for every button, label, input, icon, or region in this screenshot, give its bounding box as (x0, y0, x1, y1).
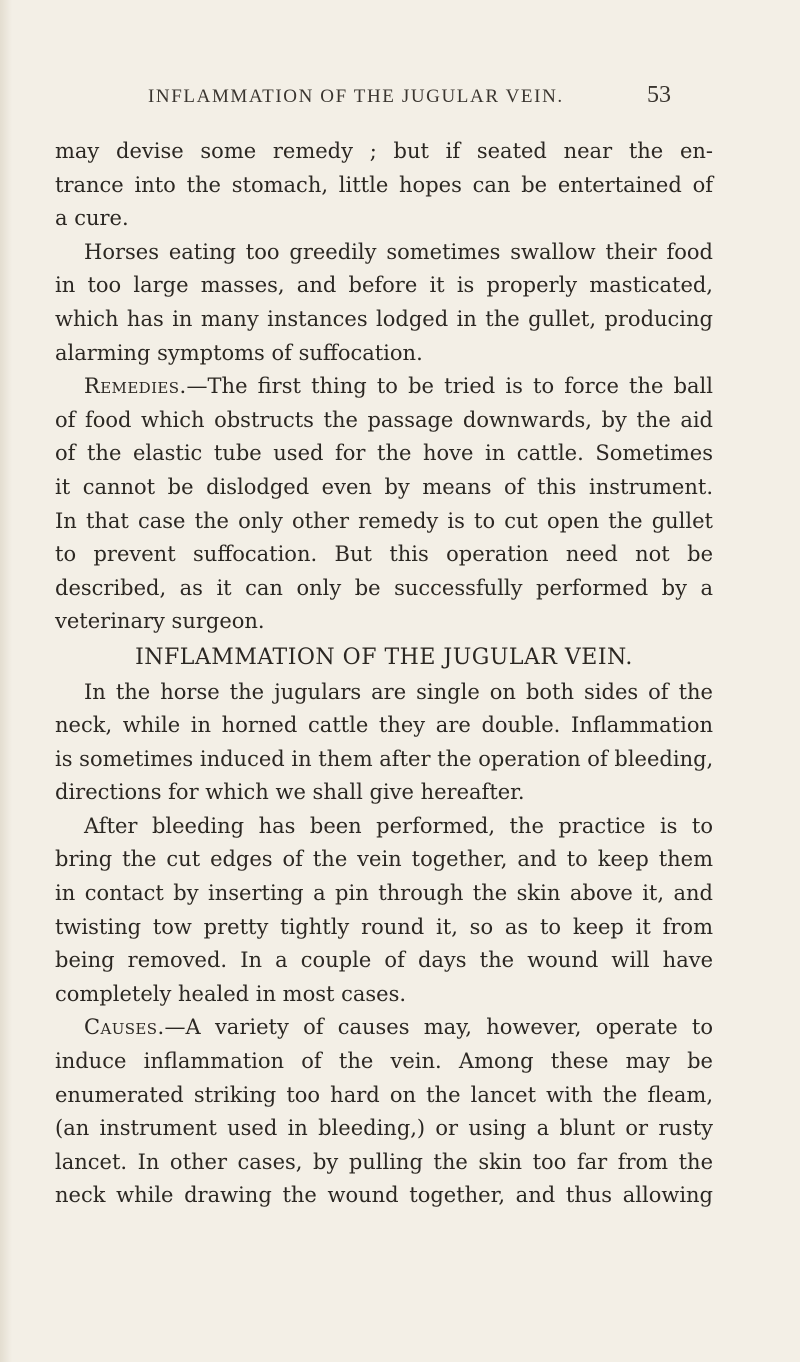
text-line (55, 370, 713, 404)
running-title: INFLAMMATION OF THE JUGULAR VEIN. (148, 86, 564, 107)
text-line: twisting tow pretty tightly round it, so as to keep it from (55, 914, 713, 939)
text-line: of the elastic tube used for the hove in cattle. Sometimes (55, 441, 713, 466)
running-head (0, 82, 800, 116)
text-line: being removed. In a couple of days the wound will have (55, 948, 713, 973)
text-line: neck while drawing the wound together, and thus allowing (55, 1183, 713, 1208)
text-line: After bleeding has been performed, the practice is to (84, 813, 713, 838)
body-text (55, 135, 713, 1213)
text-line: directions for which we shall give hereafter. (55, 780, 525, 805)
section-lead: Remedies. (84, 374, 187, 399)
text-line: Horses eating too greedily sometimes swallow their food (84, 239, 713, 264)
text-line: may devise some remedy ; but if seated near the en- (55, 139, 713, 163)
text-line: a cure. (55, 206, 129, 231)
text-line: completely healed in most cases. (55, 981, 407, 1006)
text-line: to prevent suffocation. But this operation need not be (55, 542, 713, 567)
text-line: in too large masses, and before it is properly masticated, (55, 273, 713, 298)
text-line: lancet. In other cases, by pulling the skin too far from the (55, 1149, 713, 1174)
text-line: in contact by inserting a pin through the skin above it, and (55, 881, 713, 906)
text-line: veterinary surgeon. (55, 609, 265, 634)
text-line-rest: —A variety of causes may, however, operate to (164, 1015, 713, 1040)
section-lead: Causes. (84, 1015, 165, 1040)
text-line: which has in many instances lodged in the gullet, producing (55, 306, 713, 331)
text-line: trance into the stomach, little hopes can be entertained of (55, 172, 713, 197)
section-heading: INFLAMMATION OF THE JUGULAR VEIN. (135, 644, 633, 670)
text-line: enumerated striking too hard on the lancet with the fleam, (55, 1082, 713, 1107)
text-line: is sometimes induced in them after the operation of bleeding, (55, 746, 714, 771)
text-line: neck, while in horned cattle they are double. Inflammation (55, 713, 713, 738)
text-line: In that case the only other remedy is to cut open the gullet (55, 508, 713, 533)
text-line: In the horse the jugulars are single on both sides of the (84, 679, 713, 704)
text-line: of food which obstructs the passage downwards, by the aid (55, 407, 713, 432)
text-line: described, as it can only be successfully performed by a (55, 575, 713, 600)
page-gutter (0, 0, 12, 1362)
text-line: (an instrument used in bleeding,) or using a blunt or rusty (55, 1116, 713, 1141)
text-line (55, 1011, 713, 1045)
text-line: bring the cut edges of the vein together, and to keep them (55, 847, 713, 872)
text-line: induce inflammation of the vein. Among these may be (55, 1049, 713, 1074)
page-number: 53 (647, 82, 671, 108)
text-line: it cannot be dislodged even by means of this instrument. (55, 474, 713, 499)
text-line-rest: —The first thing to be tried is to force the ball (186, 374, 713, 399)
text-line: alarming symptoms of suffocation. (55, 340, 423, 365)
